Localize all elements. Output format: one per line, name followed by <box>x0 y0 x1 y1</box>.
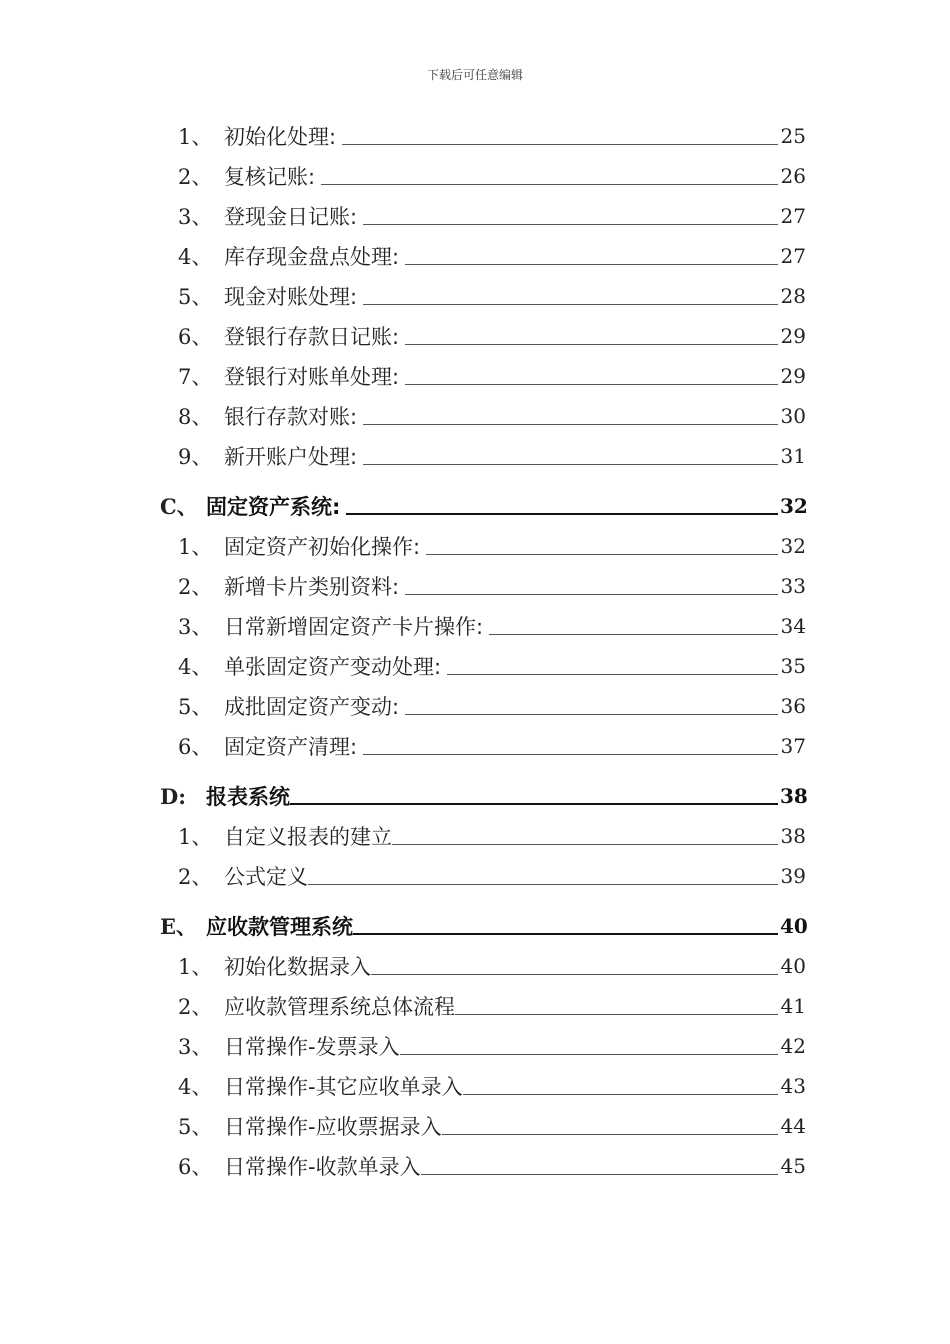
toc-entry[interactable] <box>0 116 806 156</box>
toc-leader-line <box>405 384 778 385</box>
toc-entry-number: 5、 <box>178 1115 213 1139</box>
toc-entry[interactable] <box>0 686 806 726</box>
toc-leader-line <box>442 1134 778 1135</box>
toc-entry-number: 1、 <box>178 825 213 849</box>
toc-section-entry[interactable] <box>0 776 806 816</box>
toc-entry-number: 1、 <box>178 955 213 979</box>
toc-entry[interactable] <box>0 1026 806 1066</box>
toc-entry-number: 8、 <box>178 405 213 429</box>
toc-page-number: 33 <box>780 574 806 598</box>
toc-page-number: 38 <box>780 824 806 848</box>
toc-entry[interactable] <box>0 316 806 356</box>
toc-entry-title: 初始化处理: <box>224 125 337 149</box>
toc-page-number: 36 <box>780 694 806 718</box>
toc-entry-number: 2、 <box>178 165 213 189</box>
toc-entry-number: 5、 <box>178 285 213 309</box>
toc-page-number: 40 <box>780 914 808 938</box>
toc-entry-number: 3、 <box>178 615 213 639</box>
toc-entry-title: 应收款管理系统 <box>206 915 353 939</box>
toc-entry-number: 7、 <box>178 365 213 389</box>
toc-entry-title: 固定资产初始化操作: <box>224 535 421 559</box>
toc-entry-title: 自定义报表的建立 <box>224 825 392 849</box>
toc-page-number: 28 <box>780 284 806 308</box>
toc-entry-number: 6、 <box>178 1155 213 1179</box>
toc-page-number: 40 <box>780 954 806 978</box>
toc-entry-title: 固定资产系统: <box>206 495 341 519</box>
toc-entry-number: 3、 <box>178 1035 213 1059</box>
page-header: 下载后可任意编辑 <box>426 68 523 82</box>
toc-entry-number: 4、 <box>178 1075 213 1099</box>
toc-leader-line <box>346 513 778 515</box>
toc-entry-number: C、 <box>160 494 198 519</box>
toc-entry-title: 登现金日记账: <box>224 205 358 229</box>
toc-page-number: 38 <box>780 784 808 808</box>
toc-entry-title: 日常操作-收款单录入 <box>224 1155 421 1179</box>
toc-page-number: 32 <box>780 534 806 558</box>
toc-entry[interactable] <box>0 646 806 686</box>
toc-leader-line <box>363 304 778 305</box>
toc-entry-title: 报表系统 <box>206 785 290 809</box>
toc-page-number: 42 <box>780 1034 806 1058</box>
toc-leader-line <box>405 264 778 265</box>
toc-entry[interactable] <box>0 156 806 196</box>
toc-entry-title: 银行存款对账: <box>224 405 358 429</box>
toc-entry[interactable] <box>0 356 806 396</box>
toc-section-entry[interactable] <box>0 486 806 526</box>
toc-leader-line <box>392 844 778 845</box>
toc-entry-title: 单张固定资产变动处理: <box>224 655 442 679</box>
toc-page-number: 45 <box>780 1154 806 1178</box>
toc-entry-number: 4、 <box>178 245 213 269</box>
toc-leader-line <box>489 634 778 635</box>
toc-entry[interactable] <box>0 1106 806 1146</box>
toc-page-number: 44 <box>780 1114 806 1138</box>
toc-leader-line <box>321 184 778 185</box>
toc-leader-line <box>363 224 778 225</box>
toc-page-number: 27 <box>780 244 806 268</box>
toc-section-entry[interactable] <box>0 906 806 946</box>
toc-entry-title: 日常操作-其它应收单录入 <box>224 1075 463 1099</box>
toc-entry-number: 9、 <box>178 445 213 469</box>
toc-entry-title: 现金对账处理: <box>224 285 358 309</box>
toc-entry-title: 公式定义 <box>224 865 308 889</box>
toc-page-number: 30 <box>780 404 806 428</box>
toc-page-number: 37 <box>780 734 806 758</box>
toc-entry[interactable] <box>0 566 806 606</box>
toc-leader-line <box>463 1094 778 1095</box>
toc-entry[interactable] <box>0 606 806 646</box>
toc-entry-title: 新开账户处理: <box>224 445 358 469</box>
toc-entry-title: 初始化数据录入 <box>224 955 371 979</box>
toc-page-number: 25 <box>780 124 806 148</box>
toc-leader-line <box>405 344 778 345</box>
toc-leader-line <box>342 144 778 145</box>
toc-entry-number: 6、 <box>178 735 213 759</box>
toc-page-number: 39 <box>780 864 806 888</box>
table-of-contents <box>0 116 950 1186</box>
toc-entry[interactable] <box>0 436 806 476</box>
toc-entry[interactable] <box>0 1066 806 1106</box>
toc-entry-number: 2、 <box>178 575 213 599</box>
toc-entry-title: 日常新增固定资产卡片操作: <box>224 615 484 639</box>
toc-entry[interactable] <box>0 1146 806 1186</box>
toc-leader-line <box>400 1054 778 1055</box>
toc-entry-title: 应收款管理系统总体流程 <box>224 995 455 1019</box>
toc-leader-line <box>421 1174 778 1175</box>
toc-leader-line <box>447 674 778 675</box>
toc-entry[interactable] <box>0 856 806 896</box>
toc-entry-number: 2、 <box>178 995 213 1019</box>
toc-entry-number: D: <box>160 783 186 809</box>
toc-leader-line <box>308 884 778 885</box>
toc-page-number: 29 <box>780 324 806 348</box>
toc-entry-number: 2、 <box>178 865 213 889</box>
toc-entry[interactable] <box>0 196 806 236</box>
toc-page-number: 26 <box>780 164 806 188</box>
toc-entry-number: 6、 <box>178 325 213 349</box>
toc-leader-line <box>405 714 778 715</box>
toc-page-number: 34 <box>780 614 806 638</box>
toc-page-number: 43 <box>780 1074 806 1098</box>
toc-entry[interactable] <box>0 236 806 276</box>
toc-entry[interactable] <box>0 396 806 436</box>
toc-page-number: 27 <box>780 204 806 228</box>
toc-leader-line <box>455 1014 778 1015</box>
toc-leader-line <box>363 754 778 755</box>
toc-entry-title: 登银行对账单处理: <box>224 365 400 389</box>
toc-leader-line <box>363 464 778 465</box>
toc-entry-number: 4、 <box>178 655 213 679</box>
toc-entry-number: 1、 <box>178 535 213 559</box>
toc-entry-title: 固定资产清理: <box>224 735 358 759</box>
toc-leader-line <box>363 424 778 425</box>
toc-entry-number: 3、 <box>178 205 213 229</box>
toc-entry[interactable] <box>0 726 806 766</box>
toc-entry[interactable] <box>0 946 806 986</box>
toc-entry-number: 1、 <box>178 125 213 149</box>
toc-entry[interactable] <box>0 276 806 316</box>
toc-leader-line <box>353 933 778 935</box>
toc-leader-line <box>405 594 778 595</box>
toc-entry[interactable] <box>0 986 806 1026</box>
toc-entry-title: 库存现金盘点处理: <box>224 245 400 269</box>
toc-entry-title: 复核记账: <box>224 165 316 189</box>
toc-entry[interactable] <box>0 526 806 566</box>
toc-leader-line <box>426 554 778 555</box>
toc-entry[interactable] <box>0 816 806 856</box>
toc-entry-title: 登银行存款日记账: <box>224 325 400 349</box>
toc-page-number: 32 <box>780 494 808 518</box>
toc-entry-number: 5、 <box>178 695 213 719</box>
toc-page-number: 35 <box>780 654 806 678</box>
toc-page-number: 41 <box>780 994 806 1018</box>
toc-entry-number: E、 <box>160 914 198 939</box>
toc-entry-title: 新增卡片类别资料: <box>224 575 400 599</box>
toc-page-number: 31 <box>780 444 806 468</box>
toc-entry-title: 日常操作-发票录入 <box>224 1035 400 1059</box>
toc-page-number: 29 <box>780 364 806 388</box>
toc-entry-title: 日常操作-应收票据录入 <box>224 1115 442 1139</box>
toc-leader-line <box>290 803 778 805</box>
toc-entry-title: 成批固定资产变动: <box>224 695 400 719</box>
toc-leader-line <box>371 974 778 975</box>
